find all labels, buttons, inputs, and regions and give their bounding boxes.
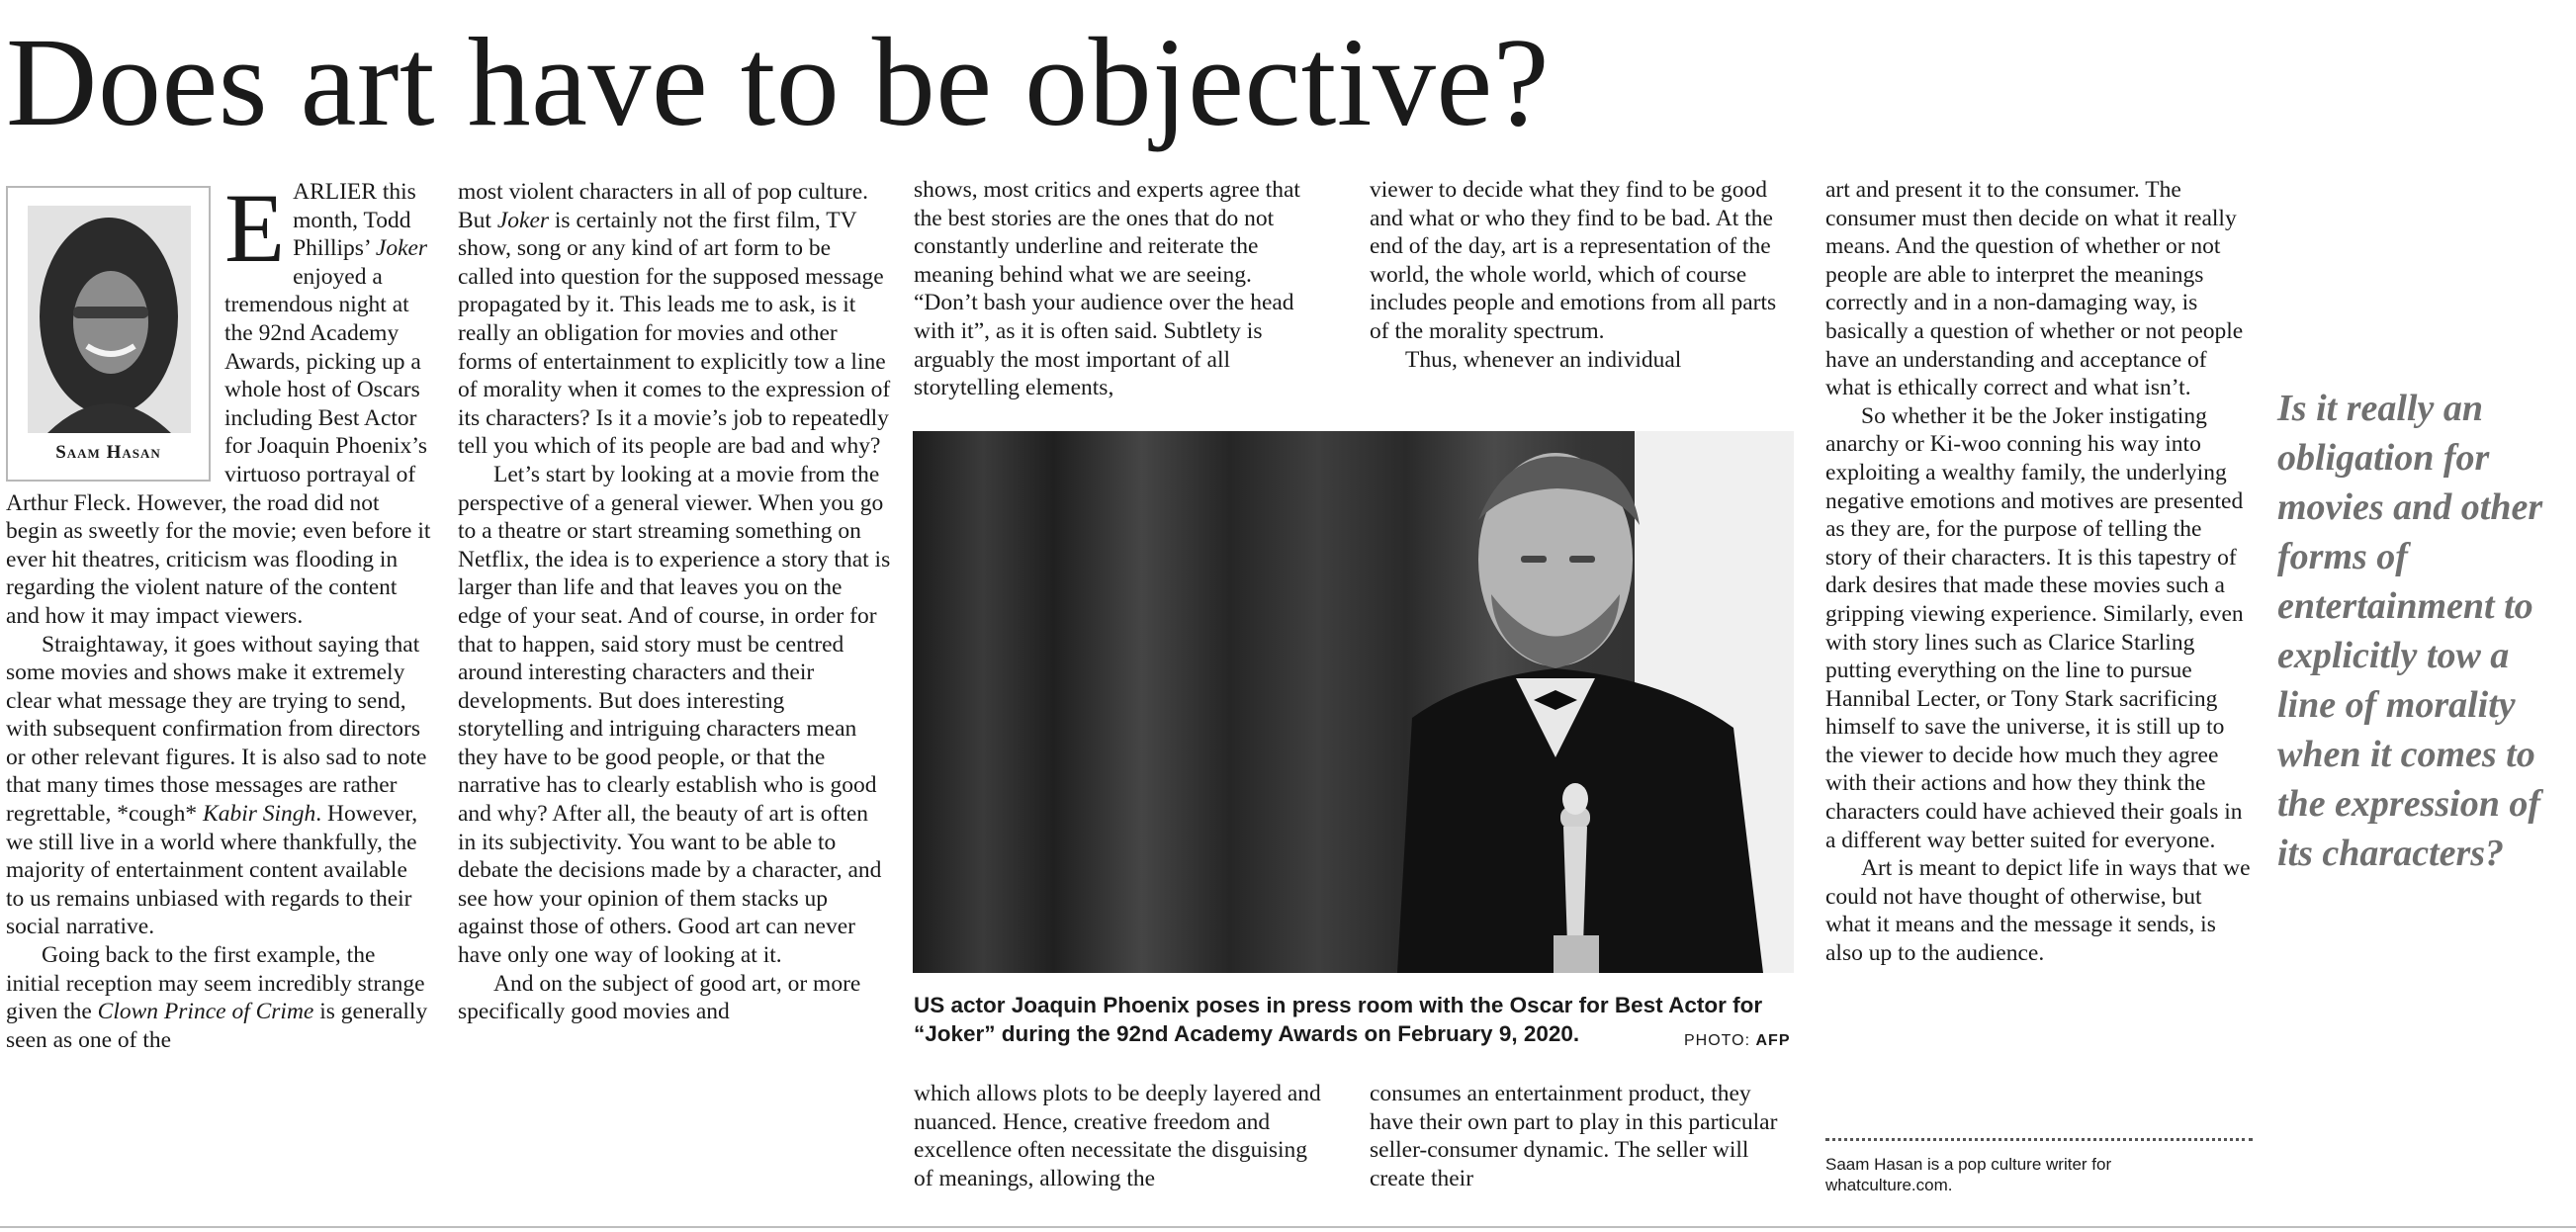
author-box [6, 186, 211, 482]
article-column-3-bottom [914, 1080, 1329, 1192]
article-column-1 [6, 173, 431, 1054]
article-column-5 [1825, 176, 2251, 968]
article-column-2 [458, 178, 891, 1026]
article-paragraph: shows, most critics and experts agree that the best stories are the ones that do not constantly underline and reiterate the meaning behind what we are seeing. “Don’t bash your audience over the head with it”, as it is often said. Subtlety is arguably the most important of all storytelling elements, [914, 177, 1300, 401]
page-bottom-rule [0, 1226, 2576, 1228]
main-photo [913, 431, 1794, 973]
article-paragraph: Going back to the first example, the initial reception may seem incredibly strange given the Clown Prince of Crime is generally seen as one of the [6, 942, 428, 1053]
article-paragraph: Art is meant to depict life in ways that we could not have thought of otherwise, but what it means and the message it sends, is also up to the audience. [1825, 855, 2251, 967]
bio-divider [1825, 1138, 2253, 1141]
photo-caption: US actor Joaquin Phoenix poses in press room with the Oscar for Best Actor for “Joker” during the 92nd Academy Awards on February 9, 2020. [914, 993, 1763, 1046]
headline: Does art have to be objective? [6, 12, 1550, 152]
author-bio: Saam Hasan is a pop culture writer for whatculture.com. [1825, 1155, 2112, 1194]
article-column-3-top [914, 176, 1321, 402]
joaquin-phoenix-photo [913, 431, 1794, 973]
article-paragraph: art and present it to the consumer. The consumer must then decide on what it really means. And the question of whether or not people are able to interpret the meanings correctly and in a non-damaging way, is basically a question of whether or not people have an understanding and acceptance of what is ethically correct and what isn’t. [1825, 177, 2244, 401]
article-paragraph: And on the subject of good art, or more specifically good movies and [458, 970, 861, 1025]
drop-cap: E [224, 173, 286, 283]
photo-credit: PHOTO: AFP [1684, 1032, 1791, 1049]
article-column-4-bottom [1370, 1080, 1795, 1192]
article-paragraph: consumes an entertainment product, they have their own part to play in this particular seller-consumer dynamic. The seller will create their [1370, 1081, 1778, 1191]
article-paragraph: which allows plots to be deeply layered and nuanced. Hence, creative freedom and excellence often necessitate the disguising of meanings, allowing the [914, 1081, 1321, 1191]
author-byline: Saam Hasan [55, 442, 161, 463]
pull-quote: Is it really an obligation for movies and other forms of entertainment to explicitly tow a line of morality when it comes to the expression of its characters? [2277, 388, 2543, 874]
article-paragraph: Straightaway, it goes without saying that some movies and shows make it extremely clear what message they are trying to send, with subsequent confirmation from directors or other relevant figures. It is also sad to note that many times those messages are rather regrettable, *cough* Kabir Singh. However, we still live in a world where thankfully, the majority of entertainment content available to us remains unbiased with regards to their social narrative. [6, 631, 427, 940]
article-paragraph: Thus, whenever an individual [1405, 346, 1682, 373]
article-paragraph: most violent characters in all of pop culture. But Joker is certainly not the first film, TV show, song or any kind of art form to be called into question for the supposed message propagated by it. This leads me to ask, is it really an obligation for movies and other forms of entertainment to explicitly tow a line of morality when it comes to the expression of its characters? Is it a movie’s job to repeatedly tell you which of its people are bad and why? [458, 179, 891, 460]
article-paragraph: Let’s start by looking at a movie from the perspective of a general viewer. When you go to a theatre or start streaming something on Netflix, the idea is to experience a story that is larger than life and that leaves you on the edge of your seat. And of course, in order for that to happen, said story must be centred around interesting characters and their developments. But does interesting storytelling and intriguing characters mean they have to be good people, or that the narrative has to clearly establish who is good and why? After all, the beauty of art is often in its subjectivity. You want to be able to debate the decisions made by a character, and see how your opinion of them stacks up against those of others. Good art can never have only one way of looking at it. [458, 461, 891, 969]
article-column-4-top [1370, 176, 1795, 374]
article-paragraph: EARLIER this month, Todd Phillips’ Joker enjoyed a tremendous night at the 92nd Academy Awards, picking up a whole host of Oscars including Best Actor for Joaquin Phoenix’s virtuoso portrayal of Arthur Fleck. However, the road did not begin as sweetly for the movie; even before it ever hit theatres, criticism was flooding in regarding the violent nature of the content and how it may impact viewers. [6, 173, 431, 629]
article-paragraph: So whether it be the Joker instigating anarchy or Ki-woo conning his way into exploiting a wealthy family, the underlying negative emotions and motives are presented as they are, for the purpose of telling the story of their characters. It is this tapestry of dark desires that made these movies such a gripping viewing experience. Similarly, even with story lines such as Clarice Starling putting everything on the line to pursue Hannibal Lecter, or Tony Stark sacrificing himself to save the universe, it is still up to the viewer to decide how much they agree with their actions and how they think the characters could have achieved their goals in a different way better suited for everyone. [1825, 402, 2244, 853]
author-photo [28, 206, 191, 433]
article-paragraph: viewer to decide what they find to be good and what or who they find to be bad. At the end of the day, art is a representation of the world, the whole world, which of course includes people and emotions from all parts of the morality spectrum. [1370, 177, 1777, 344]
author-portrait-image [28, 206, 191, 433]
